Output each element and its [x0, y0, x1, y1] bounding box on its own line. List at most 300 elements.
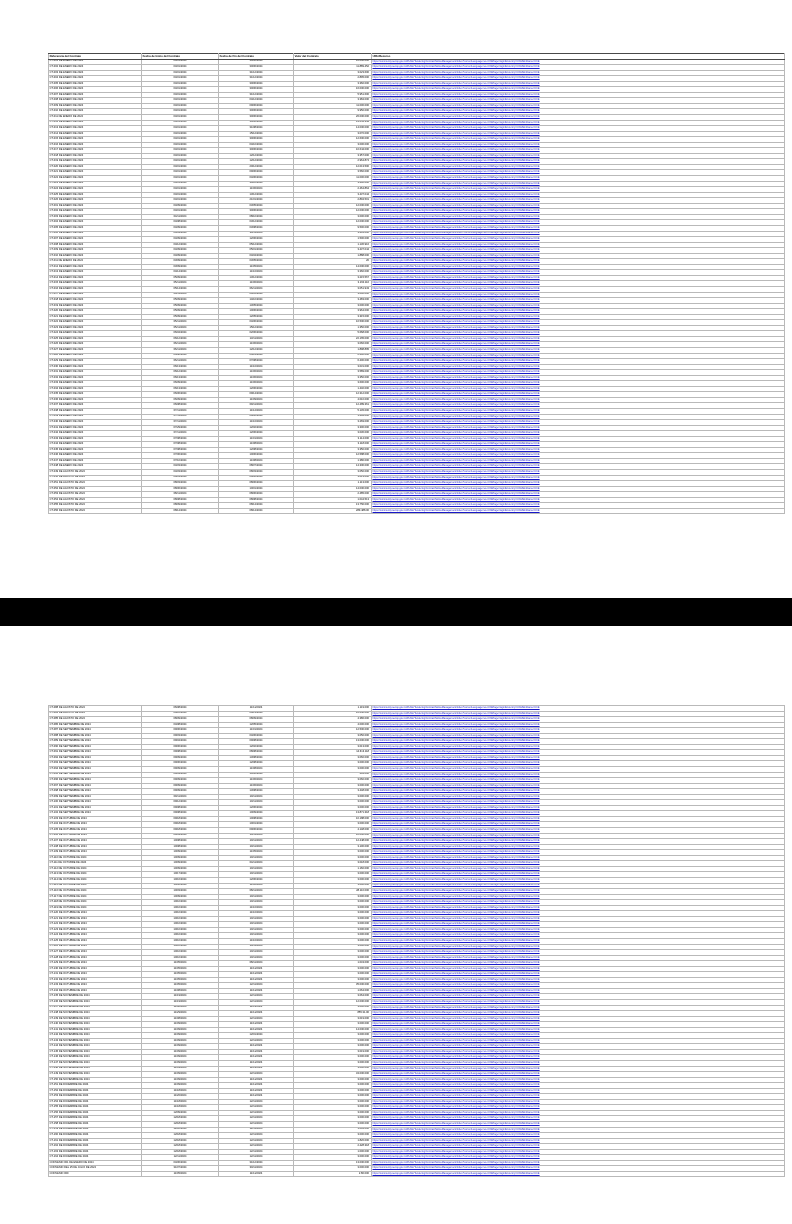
- cell-fecha-inicio: 04/01/2024: [142, 131, 219, 137]
- contract-url-link[interactable]: https://community.secop.gov.co/Public/Tendering/ContractNoticeManagement/Index?currentLanguage=es-CO&Page=login&Country=CO&SkinName=CCE: [372, 115, 540, 118]
- contract-url-link[interactable]: https://community.secop.gov.co/Public/Tendering/ContractNoticeManagement/Index?currentLanguage=es-CO&Page=login&Country=CO&SkinName=CCE: [372, 1060, 540, 1064]
- cell-fecha-inicio: 07/11/2024: [142, 431, 219, 437]
- contract-url-link[interactable]: https://community.secop.gov.co/Public/Tendering/ContractNoticeManagement/Index?currentLanguage=es-CO&Page=login&Country=CO&SkinName=CCE: [372, 481, 540, 485]
- cell-fecha-inicio: 08/03/2024: [142, 475, 219, 481]
- contract-url-link[interactable]: https://community.secop.gov.co/Public/Tendering/ContractNoticeManagement/Index?currentLanguage=es-CO&Page=login&Country=CO&SkinName=CCE: [372, 1083, 540, 1087]
- cell-fecha-fin: 11/10/2024: [219, 905, 294, 911]
- contract-url-link[interactable]: https://community.secop.gov.co/Public/Tendering/ContractNoticeManagement/Index?currentLanguage=es-CO&Page=login&Country=CO&SkinName=CCE: [372, 198, 540, 202]
- cell-referencia: CONVENIO DEL 25 DE JULIO DE 2024: [49, 1166, 142, 1172]
- contract-url-link[interactable]: https://community.secop.gov.co/Public/Tendering/ContractNoticeManagement/Index?currentLanguage=es-CO&Page=login&Country=CO&SkinName=CCE: [372, 983, 540, 987]
- cell-fecha-fin: 12/06/2024: [219, 386, 294, 392]
- contract-url-link[interactable]: https://community.secop.gov.co/Public/Tendering/ContractNoticeManagement/Index?currentLanguage=es-CO&Page=login&Country=CO&SkinName=CCE: [372, 800, 540, 804]
- contract-url-link[interactable]: https://community.secop.gov.co/Public/Tendering/ContractNoticeManagement/Index?currentLanguage=es-CO&Page=login&Country=CO&SkinName=CCE: [372, 153, 540, 157]
- contract-url-link[interactable]: https://community.secop.gov.co/Public/Tendering/ContractNoticeManagement/Index?currentLanguage=es-CO&Page=login&Country=CO&SkinName=CCE: [372, 353, 540, 357]
- contract-url-link[interactable]: https://community.secop.gov.co/Public/Tendering/ContractNoticeManagement/Index?currentLanguage=es-CO&Page=login&Country=CO&SkinName=CCE: [372, 883, 540, 887]
- cell-fecha-fin: 08/11/2024: [219, 889, 294, 895]
- contract-url-link[interactable]: https://community.secop.gov.co/Public/Tendering/ContractNoticeManagement/Index?currentLanguage=es-CO&Page=login&Country=CO&SkinName=CCE: [372, 889, 540, 893]
- contract-url-link[interactable]: https://community.secop.gov.co/Public/Tendering/ContractNoticeManagement/Index?currentLanguage=es-CO&Page=login&Country=CO&SkinName=CCE: [372, 187, 540, 191]
- cell-fecha-inicio: 04/01/2024: [142, 142, 219, 148]
- contract-url-link[interactable]: https://community.secop.gov.co/Public/Tendering/ContractNoticeManagement/Index?currentLanguage=es-CO&Page=login&Country=CO&SkinName=CCE: [372, 270, 540, 274]
- contract-url-link[interactable]: https://community.secop.gov.co/Public/Tendering/ContractNoticeManagement/Index?currentLanguage=es-CO&Page=login&Country=CO&SkinName=CCE: [372, 1133, 540, 1137]
- contract-url-link[interactable]: https://community.secop.gov.co/Public/Tendering/ContractNoticeManagement/Index?currentLanguage=es-CO&Page=login&Country=CO&SkinName=CCE: [372, 833, 540, 837]
- contract-url-link[interactable]: https://community.secop.gov.co/Public/Tendering/ContractNoticeManagement/Index?currentLanguage=es-CO&Page=login&Country=CO&SkinName=CCE: [372, 137, 540, 141]
- cell-referencia: CT-034 DE ENERO DE 2024: [49, 386, 142, 392]
- cell-fecha-fin: 21/01/2024: [219, 198, 294, 204]
- cell-referencia: CONVENIO 009: [49, 1171, 142, 1177]
- contract-url-link[interactable]: https://community.secop.gov.co/Public/Tendering/ContractNoticeManagement/Index?currentLanguage=es-CO&Page=login&Country=CO&SkinName=CCE: [372, 761, 540, 765]
- cell-fecha-fin: 08/14/2024: [219, 503, 294, 509]
- cell-referencia: CT-053 DE AGOSTO DE 2024: [49, 492, 142, 498]
- contract-url-link[interactable]: https://community.secop.gov.co/Public/Tendering/ContractNoticeManagement/Index?currentLanguage=es-CO&Page=login&Country=CO&SkinName=CCE: [372, 828, 540, 832]
- cell-fecha-inicio: 06/11/2024: [142, 359, 219, 365]
- cell-fecha-fin: 12/11/2024: [219, 983, 294, 989]
- contract-url-link[interactable]: https://community.secop.gov.co/Public/Tendering/ContractNoticeManagement/Index?currentLanguage=es-CO&Page=login&Country=CO&SkinName=CCE: [372, 87, 540, 91]
- contract-url-link[interactable]: https://community.secop.gov.co/Public/Tendering/ContractNoticeManagement/Index?currentLanguage=es-CO&Page=login&Country=CO&SkinName=CCE: [372, 408, 540, 412]
- contract-url-link[interactable]: https://community.secop.gov.co/Public/Tendering/ContractNoticeManagement/Index?currentLanguage=es-CO&Page=login&Country=CO&SkinName=CCE: [372, 977, 540, 981]
- contract-url-link[interactable]: https://community.secop.gov.co/Public/Tendering/ContractNoticeManagement/Index?currentLanguage=es-CO&Page=login&Country=CO&SkinName=CCE: [372, 850, 540, 854]
- contract-url-link[interactable]: https://community.secop.gov.co/Public/Tendering/ContractNoticeManagement/Index?currentLanguage=es-CO&Page=login&Country=CO&SkinName=CCE: [372, 414, 540, 418]
- contract-url-link[interactable]: https://community.secop.gov.co/Public/Tendering/ContractNoticeManagement/Index?currentLanguage=es-CO&Page=login&Country=CO&SkinName=CCE: [372, 866, 540, 870]
- contract-url-link[interactable]: https://community.secop.gov.co/Public/Tendering/ContractNoticeManagement/Index?currentLanguage=es-CO&Page=login&Country=CO&SkinName=CCE: [372, 392, 540, 396]
- contract-url-link[interactable]: https://community.secop.gov.co/Public/Tendering/ContractNoticeManagement/Index?currentLanguage=es-CO&Page=login&Country=CO&SkinName=CCE: [372, 375, 540, 379]
- cell-valor: 3.437.044: [294, 248, 372, 254]
- contract-url-link[interactable]: https://community.secop.gov.co/Public/Tendering/ContractNoticeManagement/Index?currentLanguage=es-CO&Page=login&Country=CO&SkinName=CCE: [372, 1122, 540, 1125]
- contract-url-link[interactable]: https://community.secop.gov.co/Public/Tendering/ContractNoticeManagement/Index?currentLanguage=es-CO&Page=login&Country=CO&SkinName=CCE: [372, 783, 540, 787]
- cell-referencia: CT-009 DE ENERO DE 2024: [49, 103, 142, 109]
- cell-url[interactable]: [372, 1171, 785, 1177]
- contract-url-link[interactable]: https://community.secop.gov.co/Public/Tendering/ContractNoticeManagement/Index?currentLanguage=es-CO&Page=login&Country=CO&SkinName=CCE: [372, 916, 540, 920]
- cell-referencia: CT-141 DE NOVIEMBRE DE 2024: [49, 1027, 142, 1033]
- cell-valor: 3.000.000: [294, 977, 372, 983]
- table-row: [49, 508, 785, 514]
- contract-url-link[interactable]: https://community.secop.gov.co/Public/Tendering/ContractNoticeManagement/Index?currentLanguage=es-CO&Page=login&Country=CO&SkinName=CCE: [372, 1166, 540, 1170]
- contract-url-link[interactable]: https://community.secop.gov.co/Public/Tendering/ContractNoticeManagement/Index?currentLanguage=es-CO&Page=login&Country=CO&SkinName=CCE: [372, 425, 540, 429]
- cell-fecha-fin: 12/11/2024: [219, 1149, 294, 1155]
- contract-url-link[interactable]: https://community.secop.gov.co/Public/Tendering/ContractNoticeManagement/Index?currentLanguage=es-CO&Page=login&Country=CO&SkinName=CCE: [372, 938, 540, 942]
- contract-url-link[interactable]: https://community.secop.gov.co/Public/Tendering/ContractNoticeManagement/Index?currentLanguage=es-CO&Page=login&Country=CO&SkinName=CCE: [372, 176, 540, 180]
- cell-referencia: CT-140 DE NOVIEMBRE DE 2024: [49, 1022, 142, 1028]
- contract-url-link[interactable]: https://community.secop.gov.co/Public/Tendering/ContractNoticeManagement/Index?currentLanguage=es-CO&Page=login&Country=CO&SkinName=CCE: [372, 420, 540, 424]
- cell-fecha-inicio: 06/11/2024: [142, 347, 219, 353]
- contract-url-link[interactable]: https://community.secop.gov.co/Public/Tendering/ContractNoticeManagement/Index?currentLanguage=es-CO&Page=login&Country=CO&SkinName=CCE: [372, 966, 540, 970]
- contract-url-link[interactable]: https://community.secop.gov.co/Public/Tendering/ContractNoticeManagement/Index?currentLanguage=es-CO&Page=login&Country=CO&SkinName=CCE: [372, 181, 540, 185]
- cell-referencia: CT-015 DE ENERO DE 2024: [49, 281, 142, 287]
- contract-url-link[interactable]: https://community.secop.gov.co/Public/Tendering/ContractNoticeManagement/Index?currentLanguage=es-CO&Page=login&Country=CO&SkinName=CCE: [372, 755, 540, 759]
- contract-url-link[interactable]: https://community.secop.gov.co/Public/Tendering/ContractNoticeManagement/Index?currentLanguage=es-CO&Page=login&Country=CO&SkinName=CCE: [372, 900, 540, 904]
- cell-fecha-fin: 12/02/2024: [219, 744, 294, 750]
- cell-fecha-fin: 05/01/2024: [219, 248, 294, 254]
- contract-url-link[interactable]: https://community.secop.gov.co/Public/Tendering/ContractNoticeManagement/Index?currentLanguage=es-CO&Page=login&Country=CO&SkinName=CCE: [372, 733, 540, 737]
- cell-referencia: CT-001 DE ENERO DE 2024: [49, 59, 142, 65]
- contract-url-link[interactable]: https://community.secop.gov.co/Public/Tendering/ContractNoticeManagement/Index?currentLanguage=es-CO&Page=login&Country=CO&SkinName=CCE: [372, 1016, 540, 1020]
- cell-fecha-inicio: 09/08/2024: [142, 811, 219, 817]
- cell-valor: 3.000.000: [294, 1116, 372, 1122]
- cell-valor: 1.350.000: [294, 325, 372, 331]
- cell-valor: 12.588.000: [294, 453, 372, 459]
- cell-valor: 3.000.000: [294, 911, 372, 917]
- contract-url-link[interactable]: https://community.secop.gov.co/Public/Tendering/ContractNoticeManagement/Index?currentLanguage=es-CO&Page=login&Country=CO&SkinName=CCE: [372, 944, 540, 948]
- contract-url-link[interactable]: https://community.secop.gov.co/Public/Tendering/ContractNoticeManagement/Index?currentLanguage=es-CO&Page=login&Country=CO&SkinName=CCE: [372, 81, 540, 85]
- cell-valor: 20: [294, 259, 372, 265]
- cell-fecha-fin: 04/06/2024: [219, 320, 294, 326]
- contract-url-link[interactable]: https://community.secop.gov.co/Public/Tendering/ContractNoticeManagement/Index?currentLanguage=es-CO&Page=login&Country=CO&SkinName=CCE: [372, 220, 540, 224]
- contract-url-link[interactable]: https://community.secop.gov.co/Public/Tendering/ContractNoticeManagement/Index?currentLanguage=es-CO&Page=login&Country=CO&SkinName=CCE: [372, 298, 540, 302]
- contract-url-link[interactable]: https://community.secop.gov.co/Public/Tendering/ContractNoticeManagement/Index?currentLanguage=es-CO&Page=login&Country=CO&SkinName=CCE: [372, 237, 540, 241]
- cell-fecha-fin: 11/11/2024: [219, 972, 294, 978]
- contract-url-link[interactable]: https://community.secop.gov.co/Public/Tendering/ContractNoticeManagement/Index?currentLanguage=es-CO&Page=login&Country=CO&SkinName=CCE: [372, 192, 540, 196]
- contract-url-link[interactable]: https://community.secop.gov.co/Public/Tendering/ContractNoticeManagement/Index?currentLanguage=es-CO&Page=login&Country=CO&SkinName=CCE: [372, 92, 540, 96]
- contract-url-link[interactable]: https://community.secop.gov.co/Public/Tendering/ContractNoticeManagement/Index?currentLanguage=es-CO&Page=login&Country=CO&SkinName=CCE: [372, 76, 540, 80]
- cell-fecha-inicio: 11/09/2024: [142, 1044, 219, 1050]
- contract-url-link[interactable]: https://community.secop.gov.co/Public/Tendering/ContractNoticeManagement/Index?currentLanguage=es-CO&Page=login&Country=CO&SkinName=CCE: [372, 1005, 540, 1009]
- cell-fecha-fin: 03/05/2024: [219, 259, 294, 265]
- contract-url-link[interactable]: https://community.secop.gov.co/Public/Tendering/ContractNoticeManagement/Index?currentLanguage=es-CO&Page=login&Country=CO&SkinName=CCE: [372, 325, 540, 329]
- cell-fecha-inicio: 05/11/2024: [142, 281, 219, 287]
- contract-url-link[interactable]: https://community.secop.gov.co/Public/Tendering/ContractNoticeManagement/Index?currentLanguage=es-CO&Page=login&Country=CO&SkinName=CCE: [372, 225, 540, 229]
- cell-referencia: CT-114 DE OCTUBRE DE 2024: [49, 877, 142, 883]
- cell-valor: 3.100.000: [294, 844, 372, 850]
- contract-url-link[interactable]: https://community.secop.gov.co/Public/Tendering/ContractNoticeManagement/Index?currentLanguage=es-CO&Page=login&Country=CO&SkinName=CCE: [372, 458, 540, 462]
- contract-url-link[interactable]: https://community.secop.gov.co/Public/Tendering/ContractNoticeManagement/Index?currentLanguage=es-CO&Page=login&Country=CO&SkinName=CCE: [372, 1055, 540, 1059]
- cell-fecha-fin: 11/10/2024: [219, 270, 294, 276]
- contract-url-link[interactable]: https://community.secop.gov.co/Public/Tendering/ContractNoticeManagement/Index?currentLanguage=es-CO&Page=login&Country=CO&SkinName=CCE: [372, 109, 540, 113]
- cell-referencia: CT-158 DE DICIEMBRE DE 2024: [49, 1122, 142, 1128]
- contract-url-link[interactable]: https://community.secop.gov.co/Public/Tendering/ContractNoticeManagement/Index?currentLanguage=es-CO&Page=login&Country=CO&SkinName=CCE: [372, 209, 540, 213]
- contract-url-link[interactable]: https://community.secop.gov.co/Public/Tendering/ContractNoticeManagement/Index?currentLanguage=es-CO&Page=login&Country=CO&SkinName=CCE: [372, 314, 540, 318]
- cell-fecha-fin: 10/11/2024: [219, 922, 294, 928]
- cell-valor: 3.000.000: [294, 877, 372, 883]
- contract-url-link[interactable]: https://community.secop.gov.co/Public/Tendering/ContractNoticeManagement/Index?currentLanguage=es-CO&Page=login&Country=CO&SkinName=CCE: [372, 214, 540, 218]
- cell-referencia: CT-118 DE OCTUBRE DE 2024: [49, 900, 142, 906]
- contract-url-link[interactable]: https://community.secop.gov.co/Public/Tendering/ContractNoticeManagement/Index?currentLanguage=es-CO&Page=login&Country=CO&SkinName=CCE: [372, 1022, 540, 1026]
- contract-url-link[interactable]: https://community.secop.gov.co/Public/Tendering/ContractNoticeManagement/Index?currentLanguage=es-CO&Page=login&Country=CO&SkinName=CCE: [372, 275, 540, 279]
- cell-fecha-fin: 30/06/2024: [219, 81, 294, 87]
- cell-fecha-fin: 11/06/2024: [219, 342, 294, 348]
- contract-url-link[interactable]: https://community.secop.gov.co/Public/Tendering/ContractNoticeManagement/Index?currentLanguage=es-CO&Page=login&Country=CO&SkinName=CCE: [372, 767, 540, 770]
- contract-url-link[interactable]: https://community.secop.gov.co/Public/Tendering/ContractNoticeManagement/Index?currentLanguage=es-CO&Page=login&Country=CO&SkinName=CCE: [372, 1088, 540, 1092]
- cell-fecha-fin: 11/01/2024: [219, 728, 294, 734]
- contract-url-link[interactable]: https://community.secop.gov.co/Public/Tendering/ContractNoticeManagement/Index?currentLanguage=es-CO&Page=login&Country=CO&SkinName=CCE: [372, 436, 540, 440]
- contract-url-link[interactable]: https://community.secop.gov.co/Public/Tendering/ContractNoticeManagement/Index?currentLanguage=es-CO&Page=login&Country=CO&SkinName=CCE: [372, 950, 540, 954]
- cell-fecha-fin: 30/06/2024: [219, 87, 294, 93]
- contract-url-link[interactable]: https://community.secop.gov.co/Public/Tendering/ContractNoticeManagement/Index?currentLanguage=es-CO&Page=login&Country=CO&SkinName=CCE: [372, 728, 540, 732]
- cell-fecha-inicio: 04/01/2024: [142, 187, 219, 193]
- cell-valor: 3.023.600: [294, 70, 372, 76]
- contract-url-link[interactable]: https://community.secop.gov.co/Public/Tendering/ContractNoticeManagement/Index?currentLanguage=es-CO&Page=login&Country=CO&SkinName=CCE: [372, 717, 540, 721]
- contract-url-link[interactable]: https://community.secop.gov.co/Public/Tendering/ContractNoticeManagement/Index?currentLanguage=es-CO&Page=login&Country=CO&SkinName=CCE: [372, 844, 540, 848]
- contract-url-link[interactable]: https://community.secop.gov.co/Public/Tendering/ContractNoticeManagement/Index?currentLanguage=es-CO&Page=login&Country=CO&SkinName=CCE: [372, 805, 540, 809]
- contract-url-link[interactable]: https://community.secop.gov.co/Public/Tendering/ContractNoticeManagement/Index?currentLanguage=es-CO&Page=login&Country=CO&SkinName=CCE: [372, 131, 540, 135]
- cell-valor: 3.315.000: [294, 314, 372, 320]
- contract-url-link[interactable]: https://community.secop.gov.co/Public/Tendering/ContractNoticeManagement/Index?currentLanguage=es-CO&Page=login&Country=CO&SkinName=CCE: [372, 281, 540, 285]
- contract-url-link[interactable]: https://community.secop.gov.co/Public/Tendering/ContractNoticeManagement/Index?currentLanguage=es-CO&Page=login&Country=CO&SkinName=CCE: [372, 503, 540, 507]
- contract-url-link[interactable]: https://community.secop.gov.co/Public/Tendering/ContractNoticeManagement/Index?currentLanguage=es-CO&Page=login&Country=CO&SkinName=CCE: [372, 1144, 540, 1148]
- cell-fecha-fin: 11/10/2024: [219, 364, 294, 370]
- contract-url-link[interactable]: https://community.secop.gov.co/Public/Tendering/ContractNoticeManagement/Index?currentLanguage=es-CO&Page=login&Country=CO&SkinName=CCE: [372, 822, 540, 826]
- cell-valor: 3.000.000: [294, 905, 372, 911]
- cell-valor: 1.043.000: [294, 961, 372, 967]
- cell-referencia: CT-085 DE AGOSTO DE 2024: [49, 717, 142, 723]
- cell-referencia: CT-010 DE ENERO DE 2024: [49, 253, 142, 259]
- contract-url-link[interactable]: https://community.secop.gov.co/Public/Tendering/ContractNoticeManagement/Index?currentLanguage=es-CO&Page=login&Country=CO&SkinName=CCE: [372, 927, 540, 931]
- cell-valor: 12.000.000: [294, 220, 372, 226]
- contract-url-link[interactable]: https://community.secop.gov.co/Public/Tendering/ContractNoticeManagement/Index?currentLanguage=es-CO&Page=login&Country=CO&SkinName=CCE: [372, 1149, 540, 1153]
- contract-url-link[interactable]: https://community.secop.gov.co/Public/Tendering/ContractNoticeManagement/Index?currentLanguage=es-CO&Page=login&Country=CO&SkinName=CCE: [372, 142, 540, 146]
- cell-fecha-inicio: 04/01/2024: [142, 159, 219, 165]
- cell-fecha-fin: 11/06/2024: [219, 187, 294, 193]
- cell-valor: 3.000.000: [294, 822, 372, 828]
- contract-url-link[interactable]: https://community.secop.gov.co/Public/Tendering/ContractNoticeManagement/Index?currentLanguage=es-CO&Page=login&Country=CO&SkinName=CCE: [372, 1116, 540, 1120]
- contract-url-link[interactable]: https://community.secop.gov.co/Public/Tendering/ContractNoticeManagement/Index?currentLanguage=es-CO&Page=login&Country=CO&SkinName=CCE: [372, 1066, 540, 1070]
- contract-url-link[interactable]: https://community.secop.gov.co/Public/Tendering/ContractNoticeManagement/Index?currentLanguage=es-CO&Page=login&Country=CO&SkinName=CCE: [372, 159, 540, 163]
- cell-fecha-inicio: 11/05/2024: [142, 972, 219, 978]
- contract-url-link[interactable]: https://community.secop.gov.co/Public/Tendering/ContractNoticeManagement/Index?currentLanguage=es-CO&Page=login&Country=CO&SkinName=CCE: [372, 242, 540, 246]
- cell-fecha-fin: 11/11/2024: [219, 1066, 294, 1072]
- contract-url-link[interactable]: https://community.secop.gov.co/Public/Tendering/ContractNoticeManagement/Index?currentLanguage=es-CO&Page=login&Country=CO&SkinName=CCE: [372, 1105, 540, 1109]
- cell-valor: 1.136.916: [294, 242, 372, 248]
- contract-url-link[interactable]: https://community.secop.gov.co/Public/Tendering/ContractNoticeManagement/Index?currentLanguage=es-CO&Page=login&Country=CO&SkinName=CCE: [372, 739, 540, 743]
- contract-url-link[interactable]: https://community.secop.gov.co/Public/Tendering/ContractNoticeManagement/Index?currentLanguage=es-CO&Page=login&Country=CO&SkinName=CCE: [372, 877, 540, 881]
- cell-fecha-inicio: 04/01/2024: [142, 65, 219, 71]
- contract-url-link[interactable]: https://community.secop.gov.co/Public/Tendering/ContractNoticeManagement/Index?currentLanguage=es-CO&Page=login&Country=CO&SkinName=CCE: [372, 453, 540, 457]
- contract-url-link[interactable]: https://community.secop.gov.co/Public/Tendering/ContractNoticeManagement/Index?currentLanguage=es-CO&Page=login&Country=CO&SkinName=CCE: [372, 955, 540, 959]
- contract-url-link[interactable]: https://community.secop.gov.co/Public/Tendering/ContractNoticeManagement/Index?currentLanguage=es-CO&Page=login&Country=CO&SkinName=CCE: [372, 475, 540, 479]
- cell-fecha-fin: 30/06/2024: [219, 137, 294, 143]
- contract-url-link[interactable]: https://community.secop.gov.co/Public/Tendering/ContractNoticeManagement/Index?currentLanguage=es-CO&Page=login&Country=CO&SkinName=CCE: [372, 1077, 540, 1081]
- contract-url-link[interactable]: https://community.secop.gov.co/Public/Tendering/ContractNoticeManagement/Index?currentLanguage=es-CO&Page=login&Country=CO&SkinName=CCE: [372, 203, 540, 207]
- cell-valor: 3.018.000: [294, 861, 372, 867]
- contract-url-link[interactable]: https://community.secop.gov.co/Public/Tendering/ContractNoticeManagement/Index?currentLanguage=es-CO&Page=login&Country=CO&SkinName=CCE: [372, 1171, 540, 1175]
- contract-url-link[interactable]: https://community.secop.gov.co/Public/Tendering/ContractNoticeManagement/Index?currentLanguage=es-CO&Page=login&Country=CO&SkinName=CCE: [372, 1094, 540, 1098]
- cell-fecha-inicio: 06/12/2024: [142, 370, 219, 376]
- contract-url-link[interactable]: https://community.secop.gov.co/Public/Tendering/ContractNoticeManagement/Index?currentLanguage=es-CO&Page=login&Country=CO&SkinName=CCE: [372, 148, 540, 152]
- cell-fecha-fin: 03/08/2024: [219, 225, 294, 231]
- contract-url-link[interactable]: https://community.secop.gov.co/Public/Tendering/ContractNoticeManagement/Index?currentLanguage=es-CO&Page=login&Country=CO&SkinName=CCE: [372, 1011, 540, 1015]
- contract-url-link[interactable]: https://community.secop.gov.co/Public/Tendering/ContractNoticeManagement/Index?currentLanguage=es-CO&Page=login&Country=CO&SkinName=CCE: [372, 1038, 540, 1042]
- contract-url-link[interactable]: https://community.secop.gov.co/Public/Tendering/ContractNoticeManagement/Index?currentLanguage=es-CO&Page=login&Country=CO&SkinName=CCE: [372, 170, 540, 174]
- cell-referencia: CT-124 DE OCTUBRE DE 2024: [49, 933, 142, 939]
- cell-fecha-fin: 12/08/2024: [219, 761, 294, 767]
- cell-valor: 3.066.000: [294, 342, 372, 348]
- contract-url-link[interactable]: https://community.secop.gov.co/Public/Tendering/ContractNoticeManagement/Index?currentLanguage=es-CO&Page=login&Country=CO&SkinName=CCE: [372, 303, 540, 307]
- contract-url-link[interactable]: https://community.secop.gov.co/Public/Tendering/ContractNoticeManagement/Index?currentLanguage=es-CO&Page=login&Country=CO&SkinName=CCE: [372, 1072, 540, 1076]
- contract-url-link[interactable]: https://community.secop.gov.co/Public/Tendering/ContractNoticeManagement/Index?currentLanguage=es-CO&Page=login&Country=CO&SkinName=CCE: [372, 508, 540, 512]
- contract-url-link[interactable]: https://community.secop.gov.co/Public/Tendering/ContractNoticeManagement/Index?currentLanguage=es-CO&Page=login&Country=CO&SkinName=CCE: [372, 403, 540, 407]
- contract-url-link[interactable]: https://community.secop.gov.co/Public/Tendering/ContractNoticeManagement/Index?currentLanguage=es-CO&Page=login&Country=CO&SkinName=CCE: [372, 1155, 540, 1159]
- cell-fecha-inicio: 12/11/2024: [142, 1155, 219, 1161]
- contract-url-link[interactable]: https://community.secop.gov.co/Public/Tendering/ContractNoticeManagement/Index?currentLanguage=es-CO&Page=login&Country=CO&SkinName=CCE: [372, 994, 540, 998]
- cell-fecha-fin: 11/11/2024: [219, 1055, 294, 1061]
- cell-fecha-inicio: 10/10/2024: [142, 916, 219, 922]
- cell-referencia: CT-136 DE NOVIEMBRE DE 2024: [49, 999, 142, 1005]
- cell-valor: 3.000.000: [294, 1122, 372, 1128]
- contract-url-link[interactable]: https://community.secop.gov.co/Public/Tendering/ContractNoticeManagement/Index?currentLanguage=es-CO&Page=login&Country=CO&SkinName=CCE: [372, 126, 540, 130]
- contract-url-link[interactable]: https://community.secop.gov.co/Public/Tendering/ContractNoticeManagement/Index?currentLanguage=es-CO&Page=login&Country=CO&SkinName=CCE: [372, 911, 540, 915]
- cell-valor: 3.000.000: [294, 1099, 372, 1105]
- cell-fecha-fin: 04/10/2024: [219, 142, 294, 148]
- contract-url-link[interactable]: https://community.secop.gov.co/Public/Tendering/ContractNoticeManagement/Index?currentLanguage=es-CO&Page=login&Country=CO&SkinName=CCE: [372, 364, 540, 368]
- cell-fecha-fin: 03/05/2024: [219, 203, 294, 209]
- cell-valor: 12.000.000: [294, 999, 372, 1005]
- cell-fecha-fin: 31/12/2024: [219, 76, 294, 82]
- contract-url-link[interactable]: https://community.secop.gov.co/Public/Tendering/ContractNoticeManagement/Index?currentLanguage=es-CO&Page=login&Country=CO&SkinName=CCE: [372, 286, 540, 290]
- contract-url-link[interactable]: https://community.secop.gov.co/Public/Tendering/ContractNoticeManagement/Index?currentLanguage=es-CO&Page=login&Country=CO&SkinName=CCE: [372, 933, 540, 937]
- cell-fecha-inicio: 11/05/2024: [142, 966, 219, 972]
- contract-url-link[interactable]: https://community.secop.gov.co/Public/Tendering/ContractNoticeManagement/Index?currentLanguage=es-CO&Page=login&Country=CO&SkinName=CCE: [372, 988, 540, 992]
- cell-fecha-fin: 12/06/2024: [219, 805, 294, 811]
- contract-url-link[interactable]: https://community.secop.gov.co/Public/Tendering/ContractNoticeManagement/Index?currentLanguage=es-CO&Page=login&Country=CO&SkinName=CCE: [372, 1127, 540, 1131]
- cell-valor: 2.80.000: [294, 1171, 372, 1177]
- cell-valor: 12.660.000: [294, 711, 372, 717]
- cell-fecha-inicio: 11/08/2024: [142, 1016, 219, 1022]
- cell-fecha-fin: 11/11/2024: [219, 1061, 294, 1067]
- contract-url-link[interactable]: https://community.secop.gov.co/Public/Tendering/ContractNoticeManagement/Index?currentLanguage=es-CO&Page=login&Country=CO&SkinName=CCE: [372, 711, 540, 715]
- contract-url-link[interactable]: https://community.secop.gov.co/Public/Tendering/ContractNoticeManagement/Index?currentLanguage=es-CO&Page=login&Country=CO&SkinName=CCE: [372, 65, 540, 69]
- contract-url-link[interactable]: https://community.secop.gov.co/Public/Tendering/ContractNoticeManagement/Index?currentLanguage=es-CO&Page=login&Country=CO&SkinName=CCE: [372, 961, 540, 965]
- contract-url-link[interactable]: https://community.secop.gov.co/Public/Tendering/ContractNoticeManagement/Index?currentLanguage=es-CO&Page=login&Country=CO&SkinName=CCE: [372, 1160, 540, 1164]
- contract-url-link[interactable]: https://community.secop.gov.co/Public/Tendering/ContractNoticeManagement/Index?currentLanguage=es-CO&Page=login&Country=CO&SkinName=CCE: [372, 397, 540, 401]
- contract-url-link[interactable]: https://community.secop.gov.co/Public/Tendering/ContractNoticeManagement/Index?currentLanguage=es-CO&Page=login&Country=CO&SkinName=CCE: [372, 744, 540, 748]
- contract-url-link[interactable]: https://community.secop.gov.co/Public/Tendering/ContractNoticeManagement/Index?currentLanguage=es-CO&Page=login&Country=CO&SkinName=CCE: [372, 336, 540, 340]
- contract-url-link[interactable]: https://community.secop.gov.co/Public/Tendering/ContractNoticeManagement/Index?currentLanguage=es-CO&Page=login&Country=CO&SkinName=CCE: [372, 309, 540, 313]
- cell-valor: 1.064.000: [294, 988, 372, 994]
- contract-url-link[interactable]: https://community.secop.gov.co/Public/Tendering/ContractNoticeManagement/Index?currentLanguage=es-CO&Page=login&Country=CO&SkinName=CCE: [372, 59, 540, 63]
- cell-fecha-inicio: 04/01/2024: [142, 109, 219, 115]
- contract-url-link[interactable]: https://community.secop.gov.co/Public/Tendering/ContractNoticeManagement/Index?currentLanguage=es-CO&Page=login&Country=CO&SkinName=CCE: [372, 1044, 540, 1048]
- contract-url-link[interactable]: https://community.secop.gov.co/Public/Tendering/ContractNoticeManagement/Index?currentLanguage=es-CO&Page=login&Country=CO&SkinName=CCE: [372, 470, 540, 473]
- contract-url-link[interactable]: https://community.secop.gov.co/Public/Tendering/ContractNoticeManagement/Index?currentLanguage=es-CO&Page=login&Country=CO&SkinName=CCE: [372, 872, 540, 876]
- contract-url-link[interactable]: https://community.secop.gov.co/Public/Tendering/ContractNoticeManagement/Index?currentLanguage=es-CO&Page=login&Country=CO&SkinName=CCE: [372, 320, 540, 324]
- contract-url-link[interactable]: https://community.secop.gov.co/Public/Tendering/ContractNoticeManagement/Index?currentLanguage=es-CO&Page=login&Country=CO&SkinName=CCE: [372, 999, 540, 1003]
- contract-url-link[interactable]: https://community.secop.gov.co/Public/Tendering/ContractNoticeManagement/Index?currentLanguage=es-CO&Page=login&Country=CO&SkinName=CCE: [372, 331, 540, 335]
- contract-url-link[interactable]: https://community.secop.gov.co/Public/Tendering/ContractNoticeManagement/Index?currentLanguage=es-CO&Page=login&Country=CO&SkinName=CCE: [372, 1110, 540, 1114]
- cell-referencia: CT-121 DE OCTUBRE DE 2024: [49, 916, 142, 922]
- cell-referencia: CT-144 DE NOVIEMBRE DE 2024: [49, 1044, 142, 1050]
- cell-referencia: CT-096 DE SEPTIEMBRE DE 2024: [49, 778, 142, 784]
- cell-referencia: CT-088 DE AGOSTO DE 2024: [49, 706, 142, 712]
- cell-referencia: CT-042 DE ENERO DE 2024: [49, 431, 142, 437]
- cell-fecha-inicio: 12/18/2024: [142, 1127, 219, 1133]
- contract-url-link[interactable]: https://community.secop.gov.co/Public/Tendering/ContractNoticeManagement/Index?currentLanguage=es-CO&Page=login&Country=CO&SkinName=CCE: [372, 431, 540, 435]
- cell-referencia: CT-023 DE ENERO DE 2024: [49, 181, 142, 187]
- cell-referencia: CT-013 DE ENERO DE 2024: [49, 270, 142, 276]
- contract-url-link[interactable]: https://community.secop.gov.co/Public/Tendering/ContractNoticeManagement/Index?currentLanguage=es-CO&Page=login&Country=CO&SkinName=CCE: [372, 486, 540, 490]
- cell-valor: 3.360.000: [294, 81, 372, 87]
- cell-fecha-inicio: 11/18/2024: [142, 1088, 219, 1094]
- cell-referencia: CT-148 DE NOVIEMBRE DE 2024: [49, 1066, 142, 1072]
- cell-valor: 3.000.000: [294, 972, 372, 978]
- cell-fecha-fin: 13/12/2024: [219, 192, 294, 198]
- contract-url-link[interactable]: https://community.secop.gov.co/Public/Tendering/ContractNoticeManagement/Index?currentLanguage=es-CO&Page=login&Country=CO&SkinName=CCE: [372, 253, 540, 257]
- contract-url-link[interactable]: https://community.secop.gov.co/Public/Tendering/ContractNoticeManagement/Index?currentLanguage=es-CO&Page=login&Country=CO&SkinName=CCE: [372, 789, 540, 793]
- contract-url-link[interactable]: https://community.secop.gov.co/Public/Tendering/ContractNoticeManagement/Index?currentLanguage=es-CO&Page=login&Country=CO&SkinName=CCE: [372, 359, 540, 363]
- contract-url-link[interactable]: https://community.secop.gov.co/Public/Tendering/ContractNoticeManagement/Index?currentLanguage=es-CO&Page=login&Country=CO&SkinName=CCE: [372, 772, 540, 776]
- cell-fecha-inicio: 09/09/2024: [142, 778, 219, 784]
- contract-url-link[interactable]: https://community.secop.gov.co/Public/Tendering/ContractNoticeManagement/Index?currentLanguage=es-CO&Page=login&Country=CO&SkinName=CCE: [372, 248, 540, 252]
- cell-fecha-fin: 09/06/2024: [219, 828, 294, 834]
- contract-url-link[interactable]: https://community.secop.gov.co/Public/Tendering/ContractNoticeManagement/Index?currentLanguage=es-CO&Page=login&Country=CO&SkinName=CCE: [372, 1099, 540, 1103]
- contract-url-link[interactable]: https://community.secop.gov.co/Public/Tendering/ContractNoticeManagement/Index?currentLanguage=es-CO&Page=login&Country=CO&SkinName=CCE: [372, 722, 540, 726]
- contract-url-link[interactable]: https://community.secop.gov.co/Public/Tendering/ContractNoticeManagement/Index?currentLanguage=es-CO&Page=login&Country=CO&SkinName=CCE: [372, 492, 540, 496]
- contract-url-link[interactable]: https://community.secop.gov.co/Public/Tendering/ContractNoticeManagement/Index?currentLanguage=es-CO&Page=login&Country=CO&SkinName=CCE: [372, 778, 540, 782]
- cell-referencia: CT-088 DE SEPTIEMBRE DE 2024: [49, 733, 142, 739]
- contract-url-link[interactable]: https://community.secop.gov.co/Public/Tendering/ContractNoticeManagement/Index?currentLanguage=es-CO&Page=login&Country=CO&SkinName=CCE: [372, 370, 540, 374]
- contract-url-link[interactable]: https://community.secop.gov.co/Public/Tendering/ContractNoticeManagement/Index?currentLanguage=es-CO&Page=login&Country=CO&SkinName=CCE: [372, 839, 540, 843]
- cell-valor: 3.050.000: [294, 733, 372, 739]
- cell-fecha-inicio: 10/16/2024: [142, 877, 219, 883]
- contract-url-link[interactable]: https://community.secop.gov.co/Public/Tendering/ContractNoticeManagement/Index?currentLanguage=es-CO&Page=login&Country=CO&SkinName=CCE: [372, 447, 540, 451]
- contract-url-link[interactable]: https://community.secop.gov.co/Public/Tendering/ContractNoticeManagement/Index?currentLanguage=es-CO&Page=login&Country=CO&SkinName=CCE: [372, 855, 540, 859]
- cell-valor: 1.119.000: [294, 706, 372, 712]
- cell-fecha-inicio: 09/12/2024: [142, 800, 219, 806]
- contracts-table-top: [48, 53, 785, 514]
- contract-url-link[interactable]: https://community.secop.gov.co/Public/Tendering/ContractNoticeManagement/Index?currentLanguage=es-CO&Page=login&Country=CO&SkinName=CCE: [372, 811, 540, 815]
- contract-url-link[interactable]: https://community.secop.gov.co/Public/Tendering/ContractNoticeManagement/Index?currentLanguage=es-CO&Page=login&Country=CO&SkinName=CCE: [372, 164, 540, 168]
- contract-url-link[interactable]: https://community.secop.gov.co/Public/Tendering/ContractNoticeManagement/Index?currentLanguage=es-CO&Page=login&Country=CO&SkinName=CCE: [372, 386, 540, 390]
- contract-url-link[interactable]: https://community.secop.gov.co/Public/Tendering/ContractNoticeManagement/Index?currentLanguage=es-CO&Page=login&Country=CO&SkinName=CCE: [372, 1033, 540, 1037]
- contract-url-link[interactable]: https://community.secop.gov.co/Public/Tendering/ContractNoticeManagement/Index?currentLanguage=es-CO&Page=login&Country=CO&SkinName=CCE: [372, 347, 540, 351]
- cell-valor: 3.051.943: [294, 286, 372, 292]
- cell-fecha-inicio: 31/07/2024: [142, 1166, 219, 1172]
- cell-fecha-fin: 11/11/2024: [219, 1077, 294, 1083]
- contract-url-link[interactable]: https://community.secop.gov.co/Public/Tendering/ContractNoticeManagement/Index?currentLanguage=es-CO&Page=login&Country=CO&SkinName=CCE: [372, 259, 540, 263]
- contract-url-link[interactable]: https://community.secop.gov.co/Public/Tendering/ContractNoticeManagement/Index?currentLanguage=es-CO&Page=login&Country=CO&SkinName=CCE: [372, 342, 540, 346]
- contract-url-link[interactable]: https://community.secop.gov.co/Public/Tendering/ContractNoticeManagement/Index?currentLanguage=es-CO&Page=login&Country=CO&SkinName=CCE: [372, 794, 540, 798]
- contract-url-link[interactable]: https://community.secop.gov.co/Public/Tendering/ContractNoticeManagement/Index?currentLanguage=es-CO&Page=login&Country=CO&SkinName=CCE: [372, 705, 540, 709]
- contract-url-link[interactable]: https://community.secop.gov.co/Public/Tendering/ContractNoticeManagement/Index?currentLanguage=es-CO&Page=login&Country=CO&SkinName=CCE: [372, 292, 540, 296]
- cell-valor: 3.160.116: [294, 281, 372, 287]
- cell-referencia: CT-113 DE OCTUBRE DE 2024: [49, 872, 142, 878]
- cell-valor: 3.300.000: [294, 425, 372, 431]
- cell-valor: 855.31.00: [294, 1011, 372, 1017]
- contract-url-link[interactable]: https://community.secop.gov.co/Public/Tendering/ContractNoticeManagement/Index?currentLanguage=es-CO&Page=login&Country=CO&SkinName=CCE: [372, 905, 540, 909]
- contract-url-link[interactable]: https://community.secop.gov.co/Public/Tendering/ContractNoticeManagement/Index?currentLanguage=es-CO&Page=login&Country=CO&SkinName=CCE: [372, 894, 540, 898]
- contract-url-link[interactable]: https://community.secop.gov.co/Public/Tendering/ContractNoticeManagement/Index?currentLanguage=es-CO&Page=login&Country=CO&SkinName=CCE: [372, 103, 540, 107]
- contract-url-link[interactable]: https://community.secop.gov.co/Public/Tendering/ContractNoticeManagement/Index?currentLanguage=es-CO&Page=login&Country=CO&SkinName=CCE: [372, 1138, 540, 1142]
- cell-valor: 3.000.000: [294, 966, 372, 972]
- cell-fecha-inicio: 10/06/2024: [142, 883, 219, 889]
- cell-valor: 1.820.000: [294, 1138, 372, 1144]
- cell-fecha-fin: 12/11/2024: [219, 1133, 294, 1139]
- cell-fecha-fin: 05/12/2024: [219, 242, 294, 248]
- contract-url-link[interactable]: https://community.secop.gov.co/Public/Tendering/ContractNoticeManagement/Index?currentLanguage=es-CO&Page=login&Country=CO&SkinName=CCE: [372, 381, 540, 385]
- contract-url-link[interactable]: https://community.secop.gov.co/Public/Tendering/ContractNoticeManagement/Index?currentLanguage=es-CO&Page=login&Country=CO&SkinName=CCE: [372, 922, 540, 926]
- cell-referencia: CT-090 DE SEPTIEMBRE DE 2024: [49, 744, 142, 750]
- contract-url-link[interactable]: https://community.secop.gov.co/Public/Tendering/ContractNoticeManagement/Index?currentLanguage=es-CO&Page=login&Country=CO&SkinName=CCE: [372, 816, 540, 820]
- contract-url-link[interactable]: https://community.secop.gov.co/Public/Tendering/ContractNoticeManagement/Index?currentLanguage=es-CO&Page=login&Country=CO&SkinName=CCE: [372, 1027, 540, 1031]
- cell-referencia: CT-052 DE AGOSTO DE 2024: [49, 486, 142, 492]
- contract-url-link[interactable]: https://community.secop.gov.co/Public/Tendering/ContractNoticeManagement/Index?currentLanguage=es-CO&Page=login&Country=CO&SkinName=CCE: [372, 120, 540, 124]
- cell-valor: 2.894.501: [294, 198, 372, 204]
- contract-url-link[interactable]: https://community.secop.gov.co/Public/Tendering/ContractNoticeManagement/Index?currentLanguage=es-CO&Page=login&Country=CO&SkinName=CCE: [372, 442, 540, 446]
- contract-url-link[interactable]: https://community.secop.gov.co/Public/Tendering/ContractNoticeManagement/Index?currentLanguage=es-CO&Page=login&Country=CO&SkinName=CCE: [372, 98, 540, 102]
- contract-url-link[interactable]: https://community.secop.gov.co/Public/Tendering/ContractNoticeManagement/Index?currentLanguage=es-CO&Page=login&Country=CO&SkinName=CCE: [372, 464, 540, 468]
- contract-url-link[interactable]: https://community.secop.gov.co/Public/Tendering/ContractNoticeManagement/Index?currentLanguage=es-CO&Page=login&Country=CO&SkinName=CCE: [372, 750, 540, 754]
- cell-fecha-fin: 12/11/2024: [219, 1144, 294, 1150]
- contract-url-link[interactable]: https://community.secop.gov.co/Public/Tendering/ContractNoticeManagement/Index?currentLanguage=es-CO&Page=login&Country=CO&SkinName=CCE: [372, 264, 540, 268]
- cell-referencia: CT-049 DE AGOSTO DE 2024: [49, 470, 142, 476]
- contract-url-link[interactable]: https://community.secop.gov.co/Public/Tendering/ContractNoticeManagement/Index?currentLanguage=es-CO&Page=login&Country=CO&SkinName=CCE: [372, 1049, 540, 1053]
- cell-url[interactable]: [372, 508, 785, 514]
- contract-url-link[interactable]: https://community.secop.gov.co/Public/Tendering/ContractNoticeManagement/Index?currentLanguage=es-CO&Page=login&Country=CO&SkinName=CCE: [372, 497, 540, 501]
- contract-url-link[interactable]: https://community.secop.gov.co/Public/Tendering/ContractNoticeManagement/Index?currentLanguage=es-CO&Page=login&Country=CO&SkinName=CCE: [372, 972, 540, 976]
- cell-fecha-fin: 08/08/2024: [219, 750, 294, 756]
- contract-url-link[interactable]: https://community.secop.gov.co/Public/Tendering/ContractNoticeManagement/Index?currentLanguage=es-CO&Page=login&Country=CO&SkinName=CCE: [372, 861, 540, 865]
- cell-valor: 3.483.000: [294, 298, 372, 304]
- cell-valor: 3.064.000: [294, 994, 372, 1000]
- contract-url-link[interactable]: https://community.secop.gov.co/Public/Tendering/ContractNoticeManagement/Index?currentLanguage=es-CO&Page=login&Country=CO&SkinName=CCE: [372, 70, 540, 74]
- contract-url-link[interactable]: https://community.secop.gov.co/Public/Tendering/ContractNoticeManagement/Index?currentLanguage=es-CO&Page=login&Country=CO&SkinName=CCE: [372, 231, 540, 235]
